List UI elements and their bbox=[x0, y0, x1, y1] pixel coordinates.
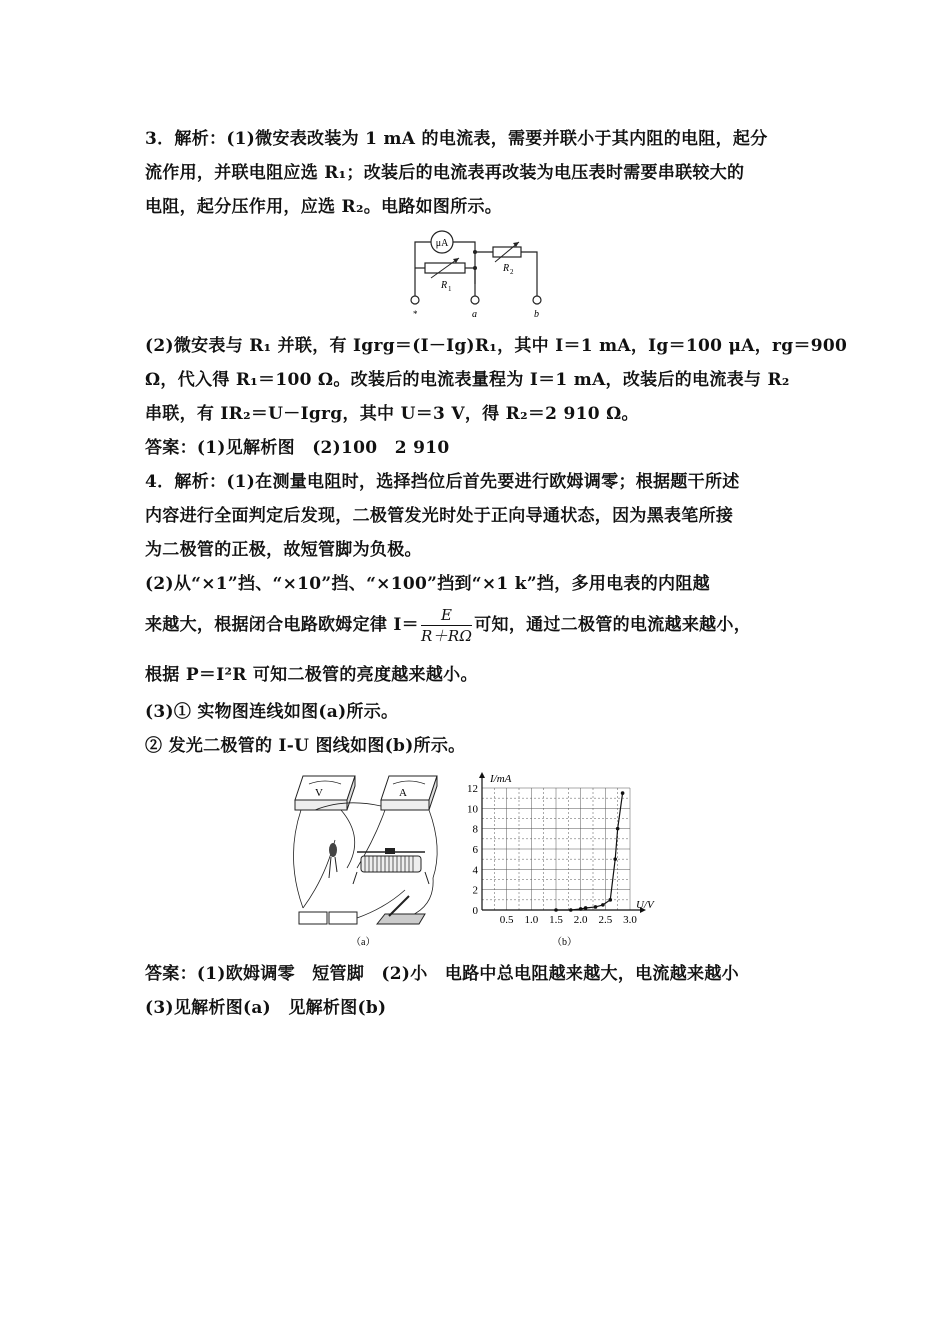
fig-a-caption: （a） bbox=[351, 937, 376, 948]
terminal-a bbox=[471, 296, 479, 304]
r2-label-sub: 2 bbox=[510, 268, 514, 276]
fig-b-caption: （b） bbox=[552, 937, 577, 948]
q3-line-2: 流作用，并联电阻应选 R₁；改装后的电流表再改装为电压表时需要串联较大的 bbox=[145, 163, 745, 183]
x-tick-label: 0.5 bbox=[499, 914, 514, 926]
battery-icon bbox=[299, 912, 357, 924]
x-tick-label: 2.0 bbox=[573, 914, 588, 926]
terminal-star bbox=[411, 296, 419, 304]
voltmeter-icon bbox=[295, 776, 355, 800]
y-tick-label: 2 bbox=[472, 884, 478, 897]
chart-ticks bbox=[467, 783, 637, 926]
q3-answer: 答案：(1)见解析图 (2)100 2 910 bbox=[145, 438, 450, 458]
q3-line-1: 3．解析：(1)微安表改装为 1 mA 的电流表，需要并联小于其内阻的电阻，起分 bbox=[145, 129, 768, 149]
data-point bbox=[613, 857, 617, 861]
iu-chart-figure-b bbox=[460, 768, 670, 950]
diode-icon bbox=[329, 843, 337, 857]
terminal-star-label: * bbox=[413, 309, 418, 319]
q3-line-3: 电阻，起分压作用，应选 R₂。电路如图所示。 bbox=[145, 197, 503, 217]
data-point bbox=[579, 907, 583, 911]
data-point bbox=[554, 908, 558, 912]
apparatus-figure-a bbox=[285, 768, 445, 950]
r2-label: R bbox=[503, 263, 510, 274]
q4-answer-line-1: 答案：(1)欧姆调零 短管脚 (2)小 电路中总电阻越来越大，电流越来越小 bbox=[145, 964, 739, 984]
x-tick-label: 1.5 bbox=[549, 914, 563, 926]
x-tick-label: 1.0 bbox=[524, 914, 539, 926]
q4-line-8: ② 发光二极管的 I-U 图线如图(b)所示。 bbox=[145, 736, 466, 756]
microammeter-label: μA bbox=[435, 238, 449, 249]
rheostat-icon bbox=[353, 848, 429, 884]
data-point bbox=[594, 905, 598, 909]
chart-series bbox=[554, 791, 624, 912]
data-point bbox=[608, 898, 612, 902]
x-tick-label: 2.5 bbox=[598, 914, 613, 926]
chart-grid bbox=[482, 788, 630, 910]
q4-line-5-post: 可知，通过二极管的电流越来越小， bbox=[474, 615, 752, 635]
q3-line-6: 串联，有 IR₂＝U－Igrg，其中 U＝3 V，得 R₂＝2 910 Ω。 bbox=[145, 404, 639, 424]
fraction-denominator: R＋RΩ bbox=[420, 627, 473, 645]
y-tick-label: 4 bbox=[472, 864, 478, 877]
y-tick-label: 6 bbox=[472, 844, 478, 856]
ohm-law-fraction bbox=[421, 605, 472, 646]
r1-label: R bbox=[441, 280, 448, 291]
terminal-b-label: b bbox=[534, 309, 539, 320]
y-axis-arrow-icon bbox=[479, 772, 485, 778]
data-point bbox=[601, 903, 605, 907]
circuit-diagram bbox=[395, 228, 555, 320]
data-point bbox=[584, 906, 588, 910]
ammeter-label: A bbox=[399, 787, 407, 799]
q4-line-1: 4．解析：(1)在测量电阻时，选择挡位后首先要进行欧姆调零；根据题干所述 bbox=[145, 472, 740, 492]
fraction-numerator: E bbox=[421, 605, 472, 626]
q4-line-3: 为二极管的正极，故短管脚为负极。 bbox=[145, 540, 422, 560]
y-axis-label: I/mA bbox=[490, 773, 512, 785]
q4-answer-line-2: (3)见解析图(a) 见解析图(b) bbox=[145, 998, 387, 1018]
q4-line-6: 根据 P＝I²R 可知二极管的亮度越来越小。 bbox=[145, 665, 478, 685]
switch-icon bbox=[377, 896, 425, 924]
series-line bbox=[556, 793, 623, 910]
y-tick-label: 10 bbox=[467, 803, 478, 816]
x-tick-label: 3.0 bbox=[623, 914, 637, 926]
q4-line-2: 内容进行全面判定后发现，二极管发光时处于正向导通状态，因为黑表笔所接 bbox=[145, 506, 734, 526]
x-axis-label: U/V bbox=[636, 899, 654, 911]
q3-line-4: (2)微安表与 R₁ 并联，有 Igrg＝(I－Ig)R₁，其中 I＝1 mA，Ig＝100 μA，rg＝900 bbox=[145, 336, 848, 356]
q3-line-5: Ω，代入得 R₁＝100 Ω。改装后的电流表量程为 I＝1 mA，改装后的电流表与 R₂ bbox=[145, 370, 790, 390]
q4-line-5-pre: 来越大，根据闭合电路欧姆定律 I＝ bbox=[145, 615, 419, 635]
q4-line-4: (2)从“×1”挡、“×10”挡、“×100”挡到“×1 k”挡，多用电表的内阻越 bbox=[145, 574, 710, 594]
ammeter-icon bbox=[381, 776, 437, 800]
data-point bbox=[621, 791, 625, 795]
terminal-a-label: a bbox=[472, 309, 477, 320]
terminal-b bbox=[533, 296, 541, 304]
y-tick-label: 12 bbox=[467, 783, 478, 795]
voltmeter-label: V bbox=[315, 787, 323, 799]
data-point bbox=[616, 827, 620, 831]
r1-label-sub: 1 bbox=[448, 285, 452, 293]
y-tick-label: 0 bbox=[472, 905, 478, 917]
q4-line-5 bbox=[145, 603, 810, 651]
y-tick-label: 8 bbox=[472, 823, 478, 836]
data-point bbox=[569, 908, 573, 912]
q4-line-7: (3)① 实物图连线如图(a)所示。 bbox=[145, 702, 399, 722]
